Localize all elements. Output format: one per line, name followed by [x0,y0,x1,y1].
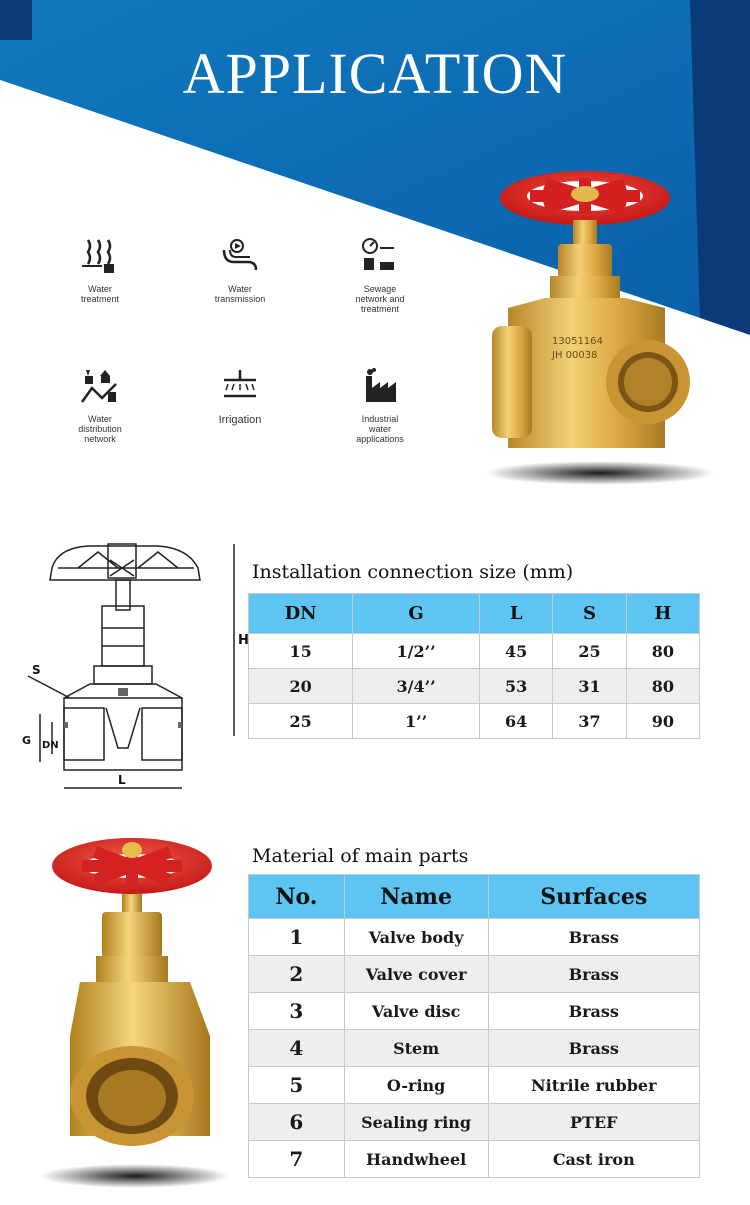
table-cell: Sealing ring [344,1104,488,1141]
table-row [249,1067,700,1104]
table-row [249,993,700,1030]
column-header: Surfaces [488,875,699,919]
table-cell: Cast iron [488,1141,699,1178]
table-cell: 37 [553,704,626,739]
table-cell: 64 [480,704,553,739]
valve-marking-2: JH 00038 [552,350,598,361]
table-row [249,1104,700,1141]
gate-valve-photo [470,168,720,498]
column-header: S [553,594,626,634]
column-header: No. [249,875,345,919]
table-cell: 7 [249,1141,345,1178]
application-label: Water treatment [80,284,120,304]
water-transmission-icon [220,236,260,276]
valve-dimension-drawing [18,538,250,808]
irrigation-icon [220,366,260,406]
dim-label-s: S [32,663,41,677]
table-cell: Nitrile rubber [488,1067,699,1104]
table-header-row [249,594,700,634]
table-cell: 25 [553,634,626,669]
size-table [248,593,700,739]
table-cell: Brass [488,956,699,993]
table-cell: 45 [480,634,553,669]
application-item [320,366,440,444]
table-cell: Valve cover [344,956,488,993]
table-cell: Handwheel [344,1141,488,1178]
industrial-water-icon [360,366,400,406]
table-cell: 25 [249,704,353,739]
table-cell: 6 [249,1104,345,1141]
page-title: APPLICATION [182,41,568,106]
table-cell: O-ring [344,1067,488,1104]
table-cell: Valve body [344,919,488,956]
table-cell: 3 [249,993,345,1030]
table-header-row [249,875,700,919]
table-cell: 5 [249,1067,345,1104]
table-cell: PTEF [488,1104,699,1141]
material-table-title: Material of main parts [252,845,469,867]
size-table-title: Installation connection size (mm) [252,561,574,583]
table-cell: 4 [249,1030,345,1067]
table-cell: 31 [553,669,626,704]
table-cell: 1’’ [353,704,480,739]
water-treatment-icon [80,236,120,276]
application-item [180,236,300,304]
application-item [180,366,300,426]
table-cell: 90 [626,704,699,739]
sewage-icon [360,236,400,276]
water-distribution-icon [80,366,120,406]
application-label: Irrigation [218,414,262,426]
table-row [249,919,700,956]
application-label: Water transmission [214,284,266,304]
dim-label-g: G [22,734,32,747]
column-header: L [480,594,553,634]
table-cell: 80 [626,669,699,704]
application-grid [40,236,440,476]
application-item [40,236,160,304]
table-cell: Brass [488,1030,699,1067]
application-item [40,366,160,444]
dim-label-h: H [238,633,249,648]
table-cell: 53 [480,669,553,704]
gate-valve-side-photo [40,836,230,1196]
table-row [249,634,700,669]
column-header: G [353,594,480,634]
valve-marking-1: 13051164 [552,336,603,347]
table-row [249,669,700,704]
table-cell: Brass [488,919,699,956]
application-label: Industrial water applications [356,414,404,444]
table-cell: Stem [344,1030,488,1067]
dim-label-l: L [118,773,126,787]
table-cell: 1/2’’ [353,634,480,669]
table-cell: 15 [249,634,353,669]
material-table [248,874,700,1178]
application-label: Water distribution network [78,414,122,444]
table-cell: 3/4’’ [353,669,480,704]
table-row [249,1030,700,1067]
column-header: Name [344,875,488,919]
table-row [249,1141,700,1178]
table-cell: 2 [249,956,345,993]
table-cell: 20 [249,669,353,704]
application-label: Sewage network and treatment [355,284,405,314]
column-header: DN [249,594,353,634]
dim-label-dn: DN [42,740,59,751]
application-item [320,236,440,314]
table-row [249,956,700,993]
table-cell: Valve disc [344,993,488,1030]
table-row [249,704,700,739]
table-cell: 1 [249,919,345,956]
table-cell: 80 [626,634,699,669]
column-header: H [626,594,699,634]
table-cell: Brass [488,993,699,1030]
